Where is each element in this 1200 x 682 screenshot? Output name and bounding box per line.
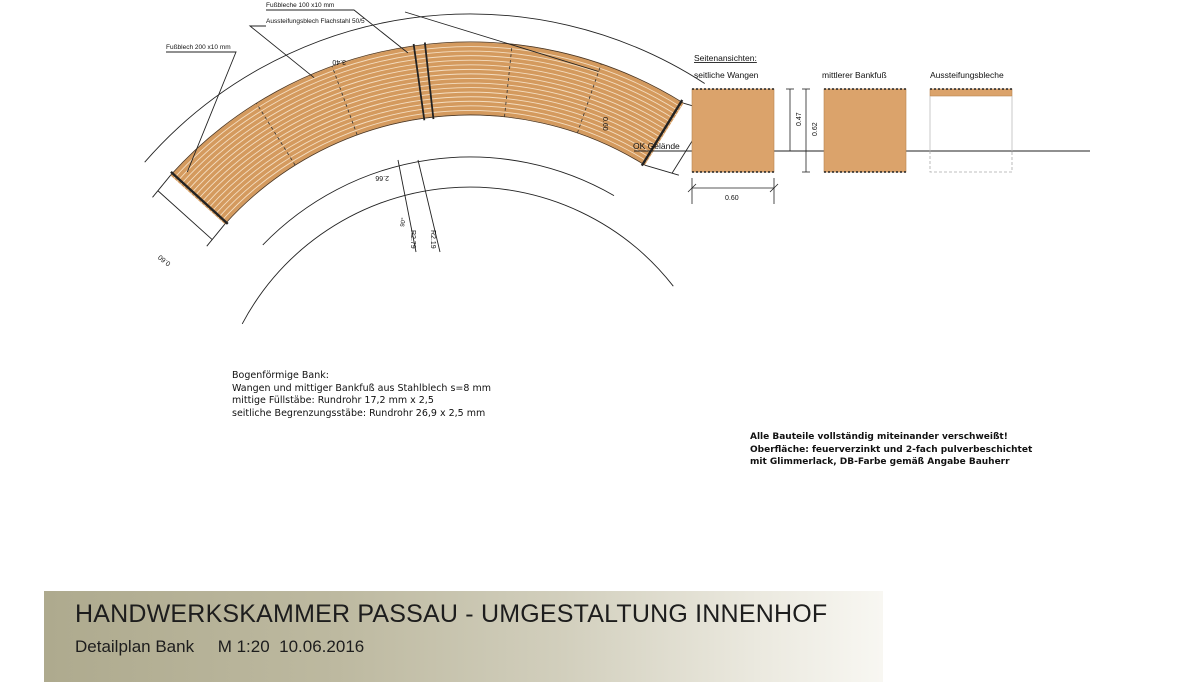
dim-angle-mid: 2.66 bbox=[375, 174, 389, 181]
plan-scale: M 1:20 bbox=[217, 637, 270, 656]
note-right-line: Alle Bauteile vollständig miteinander verschweißt! bbox=[750, 432, 1008, 442]
callout-fussbleche-100: Fußbleche 100 x10 mm bbox=[266, 2, 335, 9]
label-mittlerer-bankfuss: mittlerer Bankfuß bbox=[822, 70, 887, 80]
note-right-line: Oberfläche: feuerverzinkt und 2-fach pulverbeschichtet bbox=[750, 444, 1033, 455]
dim-height-047: 0.47 bbox=[796, 112, 803, 126]
note-left-line: seitliche Begrenzungsstäbe: Rundrohr 26,9 x 2,5 mm bbox=[232, 407, 486, 419]
dim-radius-outer: R2.19 bbox=[429, 230, 436, 249]
note-finish-description bbox=[750, 431, 1032, 469]
ground-label: OK Gelände bbox=[633, 141, 680, 151]
dim-width-right: 0.60 bbox=[601, 117, 608, 131]
dim-width-left: 0.60 bbox=[157, 253, 173, 267]
dim-radius-inner: R2.79 bbox=[409, 230, 416, 249]
callout-fussblech-200: Fußblech 200 x10 mm bbox=[166, 44, 231, 51]
dim-width-060: 0.60 bbox=[725, 195, 739, 202]
note-left-line: Bogenförmige Bank: bbox=[232, 370, 329, 381]
plan-subtitle bbox=[75, 637, 364, 657]
dim-height-062: 0.62 bbox=[812, 122, 819, 136]
note-left-line: mittige Füllstäbe: Rundrohr 17,2 mm x 2,5 bbox=[232, 395, 434, 406]
label-aussteifungsbleche: Aussteifungsbleche bbox=[930, 70, 1004, 80]
note-right-line: mit Glimmerlack, DB-Farbe gemäß Angabe Bauherr bbox=[750, 457, 1010, 467]
panel-wangen bbox=[692, 89, 774, 172]
plan-date: 10.06.2016 bbox=[279, 637, 365, 656]
note-bench-description bbox=[232, 370, 491, 420]
note-left-line: Wangen und mittiger Bankfuß aus Stahlblech s=8 mm bbox=[232, 382, 491, 394]
panel-aussteifung-outline bbox=[930, 96, 1012, 151]
project-title: HANDWERKSKAMMER PASSAU - UMGESTALTUNG INNENHOF bbox=[75, 600, 828, 628]
side-views-heading: Seitenansichten: bbox=[694, 53, 757, 63]
title-bar bbox=[44, 591, 883, 682]
label-seitliche-wangen: seitliche Wangen bbox=[694, 70, 759, 80]
side-views bbox=[633, 53, 1090, 204]
dim-angle-top: 3.40 bbox=[332, 58, 346, 65]
panel-aussteifung-strip bbox=[930, 89, 1012, 96]
panel-bankfuss bbox=[824, 89, 906, 172]
callout-aussteifungsblech: Aussteifungsblech Flachstahl 50/5 bbox=[266, 18, 365, 25]
dim-angle-small: 90° bbox=[400, 217, 408, 228]
plan-name: Detailplan Bank bbox=[75, 637, 195, 656]
